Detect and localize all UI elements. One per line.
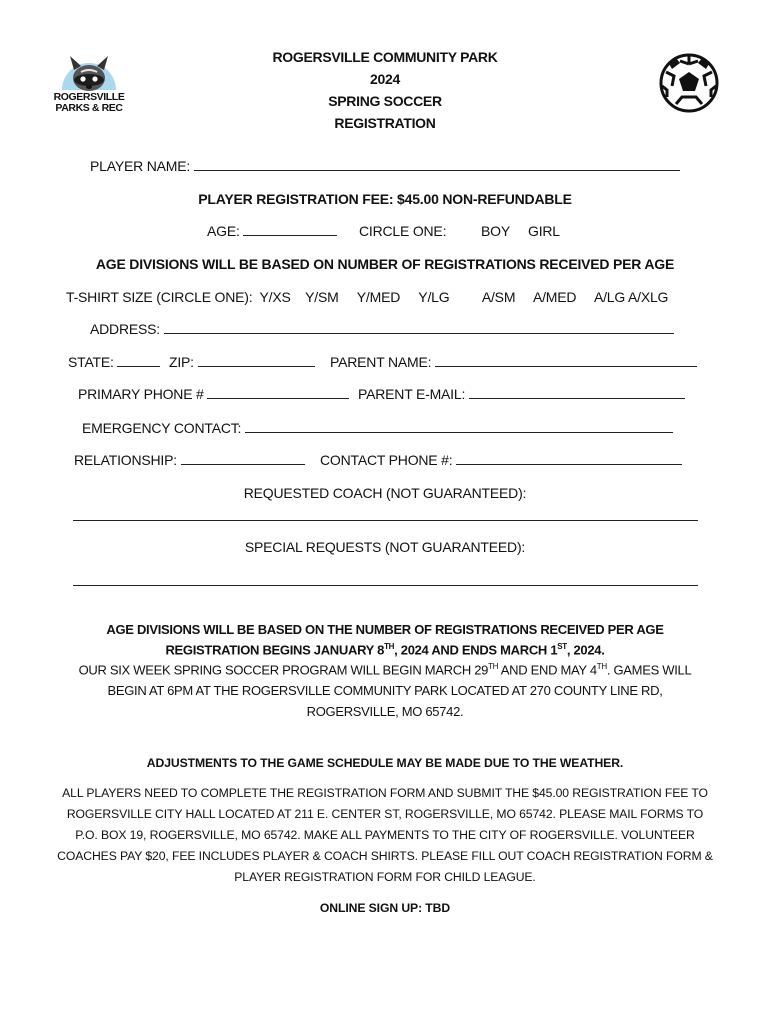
primary-phone-field[interactable] bbox=[78, 386, 349, 402]
age-label: AGE: bbox=[207, 223, 240, 239]
registration-fee: PLAYER REGISTRATION FEE: $45.00 NON-REFUNDABLE bbox=[198, 191, 572, 207]
relationship-label: RELATIONSHIP: bbox=[74, 452, 177, 468]
parent-name-field[interactable] bbox=[330, 354, 697, 370]
tshirt-size-options[interactable]: T-SHIRT SIZE (CIRCLE ONE): Y/XS Y/SM Y/MED Y/LG A/SM A/MED A/LG A/XLG bbox=[66, 289, 669, 305]
relationship-field[interactable] bbox=[74, 452, 305, 468]
parent-email-label: PARENT E-MAIL: bbox=[358, 386, 466, 402]
parent-name-label: PARENT NAME: bbox=[330, 354, 432, 370]
gender-option-boy[interactable]: BOY bbox=[481, 223, 510, 239]
requested-coach-label: REQUESTED COACH (NOT GUARANTEED): bbox=[243, 485, 527, 501]
zip-label: ZIP: bbox=[169, 354, 194, 370]
parent-email-field[interactable] bbox=[358, 386, 685, 402]
contact-phone-field[interactable] bbox=[320, 452, 682, 468]
emergency-contact-label: EMERGENCY CONTACT: bbox=[82, 420, 242, 436]
contact-phone-label: CONTACT PHONE #: bbox=[320, 452, 453, 468]
special-requests-label: SPECIAL REQUESTS (NOT GUARANTEED): bbox=[244, 539, 526, 555]
program-location: BEGIN AT 6PM AT THE ROGERSVILLE COMMUNITY PARK LOCATED AT 270 COUNTY LINE RD, bbox=[107, 683, 663, 698]
gender-option-girl[interactable]: GIRL bbox=[528, 223, 560, 239]
special-requests-line[interactable] bbox=[73, 585, 698, 586]
state-field[interactable] bbox=[68, 354, 160, 370]
player-name-field[interactable] bbox=[90, 158, 680, 174]
age-field[interactable] bbox=[207, 223, 337, 239]
registration-dates: REGISTRATION BEGINS JANUARY 8TH, 2024 AND ENDS MARCH 1ST, 2024. bbox=[165, 642, 605, 658]
address-field[interactable] bbox=[90, 321, 674, 337]
primary-phone-label: PRIMARY PHONE # bbox=[78, 386, 204, 402]
zip-field[interactable] bbox=[169, 354, 315, 370]
instructions-paragraph: ALL PLAYERS NEED TO COMPLETE THE REGISTRATION FORM AND SUBMIT THE $45.00 REGISTRATION FEE TO ROGERSVILLE CITY HALL LOCATED AT 211 E. CENTER ST, ROGERSVILLE, MO 65742. PLEASE MAIL FORMS TO P.O. BOX 19, ROGERSVILLE, MO 65742. MAKE ALL PAYMENTS TO THE CITY OF ROGERSVILLE. VOLUNTEER COACHES PAY $20, FEE INCLUDES PLAYER & COACH SHIRTS. PLEASE FILL OUT COACH REGISTRATION FORM & PLAYER REGISTRATION FORM FOR CHILD LEAGUE. bbox=[57, 786, 713, 884]
page-title: ROGERSVILLE COMMUNITY PARK 2024 SPRING SOCCER REGISTRATION bbox=[272, 49, 498, 131]
emergency-contact-field[interactable] bbox=[82, 420, 673, 436]
age-divisions-note: AGE DIVISIONS WILL BE BASED ON NUMBER OF REGISTRATIONS RECEIVED PER AGE bbox=[95, 256, 675, 272]
state-label: STATE: bbox=[68, 354, 114, 370]
circle-one-label: CIRCLE ONE: bbox=[359, 223, 447, 239]
age-divisions-info: AGE DIVISIONS WILL BE BASED ON THE NUMBER OF REGISTRATIONS RECEIVED PER AGE bbox=[106, 622, 664, 637]
requested-coach-line[interactable] bbox=[73, 520, 698, 521]
address-label: ADDRESS: bbox=[90, 321, 160, 337]
logo-text: ROGERSVILLE PARKS & REC bbox=[53, 91, 125, 114]
program-dates: OUR SIX WEEK SPRING SOCCER PROGRAM WILL BEGIN MARCH 29TH AND END MAY 4TH. GAMES WILL bbox=[78, 662, 692, 678]
player-name-label: PLAYER NAME: bbox=[90, 158, 191, 174]
program-city: ROGERSVILLE, MO 65742. bbox=[306, 704, 464, 719]
online-signup: ONLINE SIGN UP: TBD bbox=[319, 901, 451, 915]
weather-note: ADJUSTMENTS TO THE GAME SCHEDULE MAY BE MADE DUE TO THE WEATHER. bbox=[146, 756, 624, 770]
